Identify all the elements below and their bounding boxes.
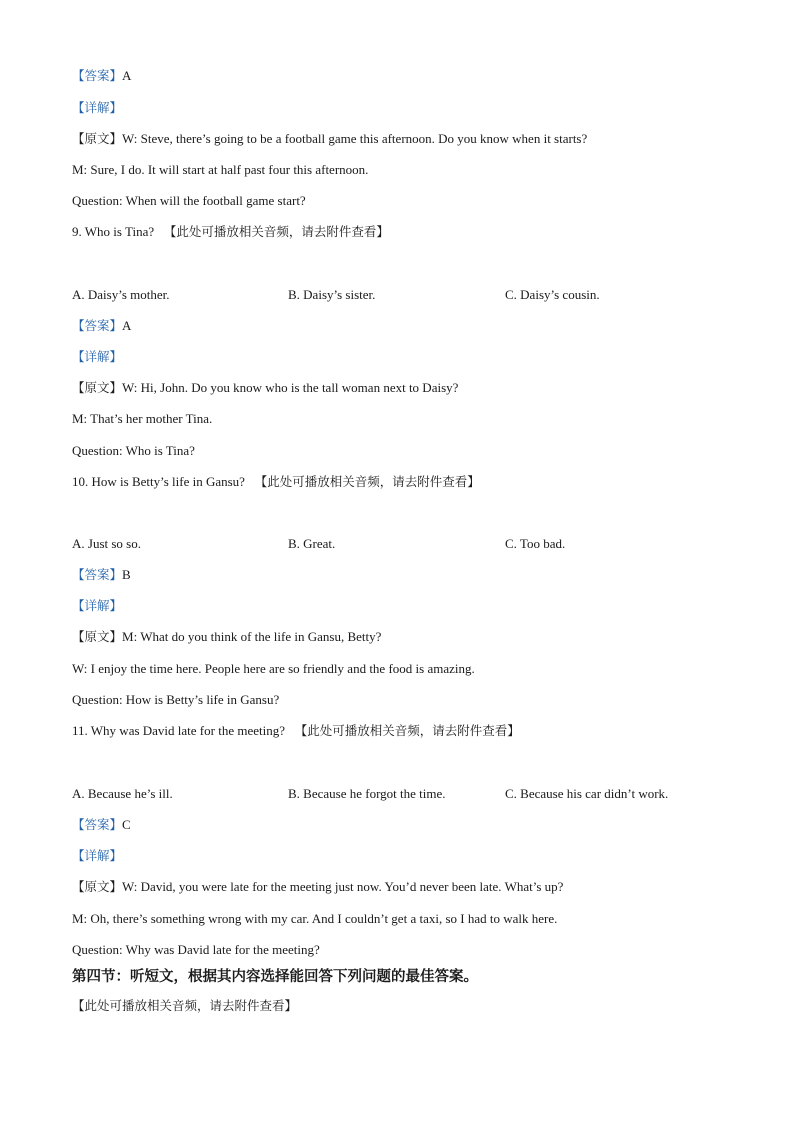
q10-option-b: B. Great. bbox=[288, 536, 336, 551]
q9-option-a: A. Daisy’s mother. bbox=[72, 287, 170, 302]
q8-original-line-1 bbox=[72, 131, 587, 147]
q10-question: 10. How is Betty’s life in Gansu? bbox=[72, 474, 245, 489]
q9-answer: A bbox=[122, 318, 132, 333]
detail-label: 【详解】 bbox=[72, 598, 123, 613]
q9-transcript-1: W: Hi, John. Do you know who is the tall woman next to Daisy? bbox=[122, 380, 459, 395]
q9-question: 9. Who is Tina? bbox=[72, 224, 155, 239]
q11-detail-line bbox=[72, 848, 122, 864]
answer-label: 【答案】 bbox=[72, 68, 123, 83]
q8-transcript-3: Question: When will the football game start? bbox=[72, 193, 306, 208]
detail-label: 【详解】 bbox=[72, 349, 123, 364]
q8-answer-line bbox=[72, 68, 131, 84]
q8-detail-line bbox=[72, 100, 122, 116]
original-label: 【原文】 bbox=[72, 131, 123, 146]
q10-option-a: A. Just so so. bbox=[72, 536, 141, 551]
section-4-heading: 第四节：听短文，根据其内容选择能回答下列问题的最佳答案。 bbox=[72, 969, 478, 985]
original-label: 【原文】 bbox=[72, 380, 123, 395]
q11-original-line-1 bbox=[72, 879, 563, 895]
q8-answer: A bbox=[122, 68, 132, 83]
q11-option-b: B. Because he forgot the time. bbox=[288, 786, 446, 801]
section-4-audio-note: 【此处可播放相关音频，请去附件查看】 bbox=[72, 998, 298, 1013]
q9-transcript-3: Question: Who is Tina? bbox=[72, 443, 195, 458]
q10-original-line-1 bbox=[72, 629, 381, 645]
answer-label: 【答案】 bbox=[72, 817, 123, 832]
q9-option-c: C. Daisy’s cousin. bbox=[505, 287, 600, 302]
q9-option-b: B. Daisy’s sister. bbox=[288, 287, 376, 302]
original-label: 【原文】 bbox=[72, 879, 123, 894]
q8-transcript-1: W: Steve, there’s going to be a football game this afternoon. Do you know when it starts? bbox=[122, 131, 588, 146]
q9-transcript-2: M: That’s her mother Tina. bbox=[72, 411, 213, 426]
q9-original-line-1 bbox=[72, 380, 458, 396]
original-label: 【原文】 bbox=[72, 629, 123, 644]
q9-answer-line bbox=[72, 318, 131, 334]
q10-answer: B bbox=[122, 567, 131, 582]
q10-detail-line bbox=[72, 598, 122, 614]
q11-transcript-1: W: David, you were late for the meeting just now. You’d never been late. What’s up? bbox=[122, 879, 564, 894]
audio-note: 【此处可播放相关音频，请去附件查看】 bbox=[254, 474, 480, 489]
q10-transcript-1: M: What do you think of the life in Gansu, Betty? bbox=[122, 629, 382, 644]
q10-transcript-2: W: I enjoy the time here. People here are so friendly and the food is amazing. bbox=[72, 661, 475, 676]
q11-transcript-2: M: Oh, there’s something wrong with my car. And I couldn’t get a taxi, so I had to walk here. bbox=[72, 911, 558, 926]
q11-answer: C bbox=[122, 817, 131, 832]
detail-label: 【详解】 bbox=[72, 100, 123, 115]
detail-label: 【详解】 bbox=[72, 848, 123, 863]
q11-answer-line bbox=[72, 817, 131, 833]
answer-label: 【答案】 bbox=[72, 567, 123, 582]
q10-question-line bbox=[72, 474, 480, 490]
q10-transcript-3: Question: How is Betty’s life in Gansu? bbox=[72, 692, 280, 707]
q9-question-line bbox=[72, 224, 389, 240]
audio-note: 【此处可播放相关音频，请去附件查看】 bbox=[163, 224, 389, 239]
q11-option-c: C. Because his car didn’t work. bbox=[505, 786, 669, 801]
q11-question-line bbox=[72, 723, 520, 739]
q9-detail-line bbox=[72, 349, 122, 365]
q11-transcript-3: Question: Why was David late for the meeting? bbox=[72, 942, 320, 957]
q8-transcript-2: M: Sure, I do. It will start at half past four this afternoon. bbox=[72, 162, 369, 177]
q10-option-c: C. Too bad. bbox=[505, 536, 566, 551]
answer-label: 【答案】 bbox=[72, 318, 123, 333]
q11-option-a: A. Because he’s ill. bbox=[72, 786, 173, 801]
q11-question: 11. Why was David late for the meeting? bbox=[72, 723, 285, 738]
q10-answer-line bbox=[72, 567, 131, 583]
audio-note: 【此处可播放相关音频，请去附件查看】 bbox=[294, 723, 520, 738]
